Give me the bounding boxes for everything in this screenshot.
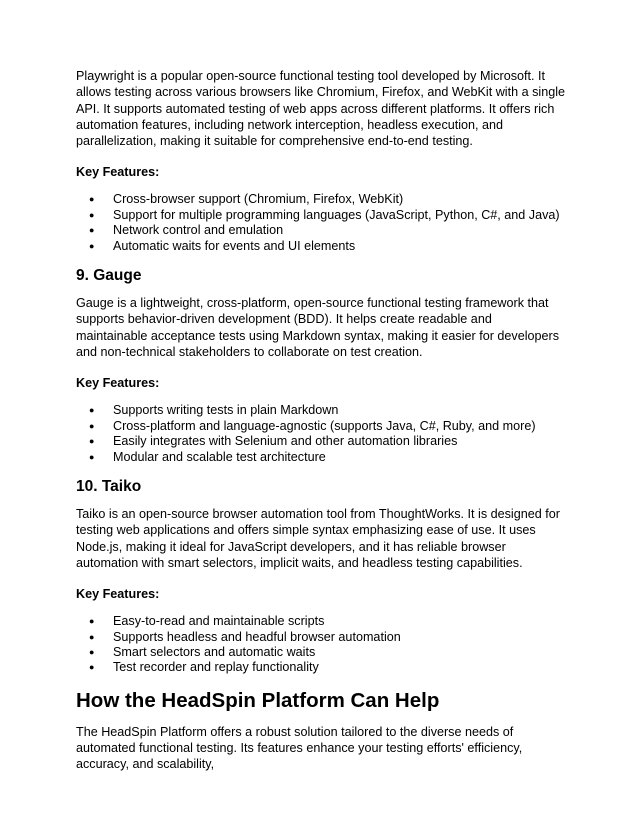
gauge-paragraph: Gauge is a lightweight, cross-platform, open-source functional testing framework that supports behavior-driven development (BDD). It helps create readable and maintainable acceptance tests using Markdown syntax, making it easier for developers and non-technical stakeholders to collaborate on test creation. [76, 296, 560, 359]
headspin-paragraph: The HeadSpin Platform offers a robust solution tailored to the diverse needs of automated functional testing. Its features enhance your testing efforts' efficiency, accuracy, and scalability, [76, 724, 523, 772]
gauge-feature-list [76, 403, 566, 465]
list-item: ● Automatic waits for events and UI elements [89, 239, 566, 254]
taiko-heading: 10. Taiko [76, 477, 142, 495]
key-features-label: Key Features: [76, 165, 160, 180]
key-features-label: Key Features: [76, 587, 160, 602]
taiko-feature-list [76, 614, 566, 676]
list-item: ● Modular and scalable test architecture [89, 450, 566, 465]
taiko-paragraph: Taiko is an open-source browser automation tool from ThoughtWorks. It is designed for testing web applications and offers simple syntax emphasizing ease of use. It uses Node.js, making it ideal for JavaScript developers, and it has reliable browser automation with smart selectors, implicit waits, and headless testing capabilities. [76, 506, 560, 570]
gauge-heading: 9. Gauge [76, 267, 142, 285]
list-item: ● Support for multiple programming languages (JavaScript, Python, C#, and Java) [89, 208, 566, 223]
playwright-paragraph: Playwright is a popular open-source functional testing tool developed by Microsoft. It allows testing across various browsers like Chromium, Firefox, and WebKit with a single API. It supports automated testing of web apps across different platforms. It offers rich automation features, including network interception, headless execution, and parallelization, making it suitable for comprehensive end-to-end testing. [76, 69, 566, 149]
playwright-feature-list [76, 192, 566, 254]
list-item: ● Supports writing tests in plain Markdown [89, 403, 566, 418]
list-item: ● Supports headless and headful browser automation [89, 630, 566, 645]
list-item: ● Cross-platform and language-agnostic (supports Java, C#, Ruby, and more) [89, 419, 566, 434]
headspin-heading: How the HeadSpin Platform Can Help [76, 688, 440, 712]
document-page [76, 68, 566, 788]
list-item: ● Smart selectors and automatic waits [89, 645, 566, 660]
list-item: ● Cross-browser support (Chromium, Firefox, WebKit) [89, 192, 566, 207]
list-item: ● Test recorder and replay functionality [89, 660, 566, 675]
key-features-label: Key Features: [76, 376, 160, 391]
list-item: ● Easy-to-read and maintainable scripts [89, 614, 566, 629]
list-item: ● Easily integrates with Selenium and other automation libraries [89, 434, 566, 449]
list-item: ● Network control and emulation [89, 223, 566, 238]
